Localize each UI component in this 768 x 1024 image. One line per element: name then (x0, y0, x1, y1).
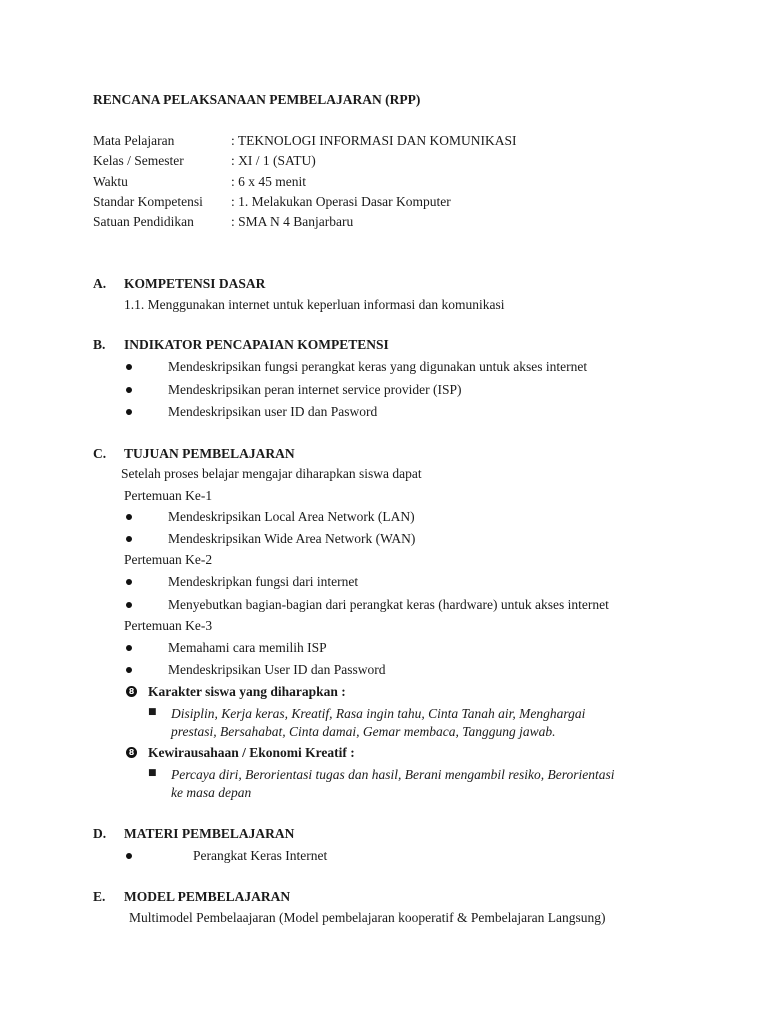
section-heading-c: TUJUAN PEMBELAJARAN (124, 446, 295, 461)
character-label: Karakter siswa yang diharapkan : (148, 684, 346, 699)
filled-circle-bullet-icon (126, 645, 132, 651)
section-letter-c: C. (93, 446, 107, 461)
character-values-line-2: prestasi, Bersahabat, Cinta damai, Gemar membaca, Tanggung jawab. (171, 724, 556, 739)
info-label: Satuan Pendidikan (93, 214, 194, 229)
section-heading-d: MATERI PEMBELAJARAN (124, 826, 295, 841)
section-letter-d: D. (93, 826, 107, 841)
meeting-label-3: Pertemuan Ke-3 (124, 618, 213, 633)
section-letter-a: A. (93, 276, 107, 291)
list-item: Mendeskripsikan Wide Area Network (WAN) (168, 531, 416, 546)
info-value: : TEKNOLOGI INFORMASI DAN KOMUNIKASI (231, 133, 517, 148)
entrepreneurship-values-line-1: Percaya diri, Berorientasi tugas dan hasil, Berani mengambil resiko, Berorientasi (171, 767, 615, 782)
section-heading-e: MODEL PEMBELAJARAN (124, 889, 291, 904)
info-value: : SMA N 4 Banjarbaru (231, 214, 354, 229)
square-bullet-icon: ■ (148, 707, 157, 717)
section-heading-b: INDIKATOR PENCAPAIAN KOMPETENSI (124, 337, 389, 352)
info-label: Mata Pelajaran (93, 133, 175, 148)
list-item: Mendeskripsikan Local Area Network (LAN) (168, 509, 415, 524)
objective-intro: Setelah proses belajar mengajar diharapkan siswa dapat (121, 466, 422, 481)
entrepreneurship-label: Kewirausahaan / Ekonomi Kreatif : (148, 745, 355, 760)
entrepreneurship-values-line-2: ke masa depan (171, 785, 252, 800)
competency-text: 1.1. Menggunakan internet untuk keperluan informasi dan komunikasi (124, 297, 505, 312)
list-item: Memahami cara memilih ISP (168, 640, 327, 655)
list-item: Mendeskripsikan fungsi perangkat keras yang digunakan untuk akses internet (168, 359, 588, 374)
learning-model-text: Multimodel Pembelaajaran (Model pembelajaran kooperatif & Pembelajaran Langsung) (129, 910, 606, 925)
section-letter-e: E. (93, 889, 106, 904)
filled-circle-bullet-icon (126, 364, 132, 370)
meeting-label-2: Pertemuan Ke-2 (124, 552, 213, 567)
list-item: Mendeskripsikan peran internet service provider (ISP) (168, 382, 462, 397)
document-title: RENCANA PELAKSANAAN PEMBELAJARAN (RPP) (93, 92, 421, 107)
circled-number-icon: 8 (126, 686, 137, 697)
section-letter-b: B. (93, 337, 106, 352)
list-item: Perangkat Keras Internet (193, 848, 328, 863)
filled-circle-bullet-icon (126, 409, 132, 415)
filled-circle-bullet-icon (126, 667, 132, 673)
info-label: Standar Kompetensi (93, 194, 203, 209)
info-label: Kelas / Semester (93, 153, 184, 168)
list-item: Mendeskripsikan user ID dan Pasword (168, 404, 378, 419)
square-bullet-icon: ■ (148, 768, 157, 778)
meeting-label-1: Pertemuan Ke-1 (124, 488, 213, 503)
filled-circle-bullet-icon (126, 602, 132, 608)
circled-number-icon: 8 (126, 747, 137, 758)
filled-circle-bullet-icon (126, 514, 132, 520)
filled-circle-bullet-icon (126, 536, 132, 542)
list-item: Mendeskripsikan User ID dan Password (168, 662, 386, 677)
list-item: Menyebutkan bagian-bagian dari perangkat keras (hardware) untuk akses internet (168, 597, 609, 612)
info-value: : XI / 1 (SATU) (231, 153, 316, 168)
section-heading-a: KOMPETENSI DASAR (124, 276, 266, 291)
info-value: : 1. Melakukan Operasi Dasar Komputer (231, 194, 451, 209)
list-item: Mendeskripkan fungsi dari internet (168, 574, 359, 589)
character-values-line-1: Disiplin, Kerja keras, Kreatif, Rasa ingin tahu, Cinta Tanah air, Menghargai (171, 706, 586, 721)
info-value: : 6 x 45 menit (231, 174, 306, 189)
info-label: Waktu (93, 174, 128, 189)
filled-circle-bullet-icon (126, 853, 132, 859)
filled-circle-bullet-icon (126, 387, 132, 393)
filled-circle-bullet-icon (126, 579, 132, 585)
